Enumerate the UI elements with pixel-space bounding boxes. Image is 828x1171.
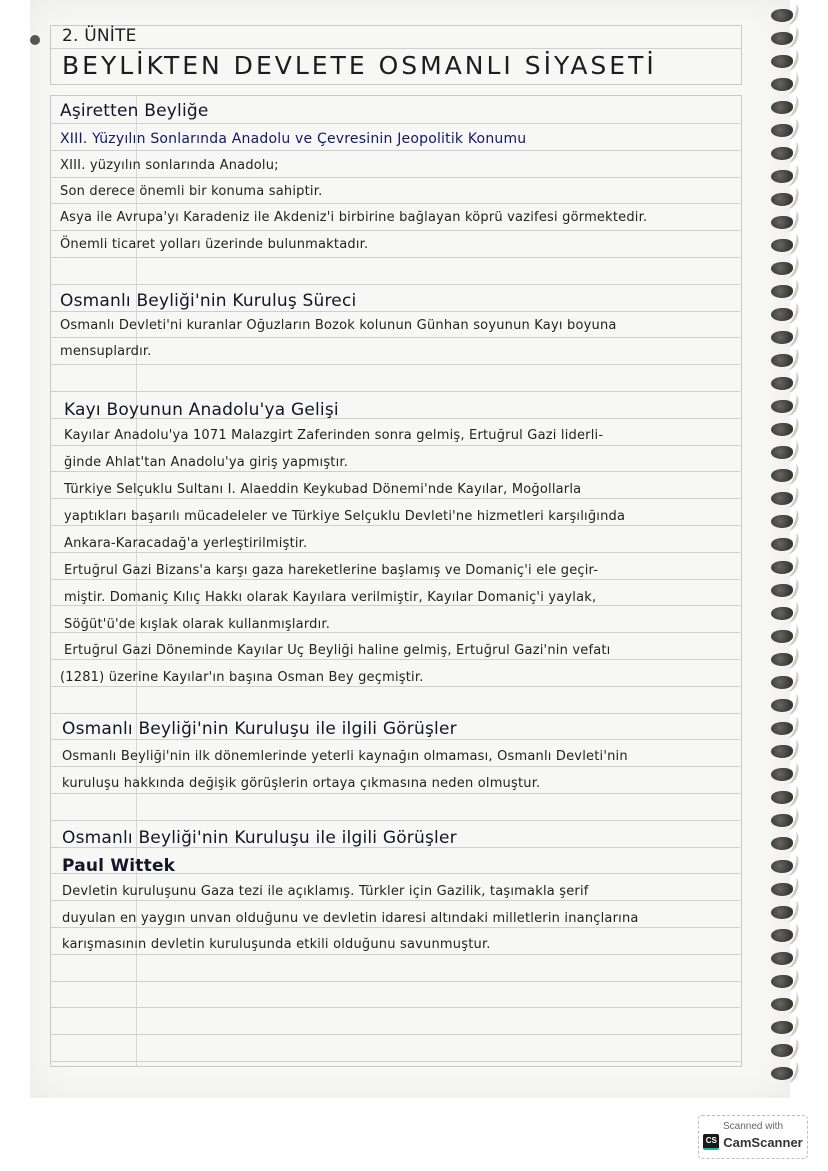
spiral-ring-icon bbox=[771, 216, 793, 229]
ruled-line bbox=[50, 177, 740, 178]
text-line: Söğüt'ü'de kışlak olarak kullanmışlardır. bbox=[64, 617, 331, 632]
ruled-line bbox=[50, 605, 740, 606]
spiral-ring-icon bbox=[771, 538, 793, 551]
ruled-line bbox=[50, 337, 740, 338]
ruled-line bbox=[50, 820, 740, 821]
ruled-line bbox=[50, 793, 740, 794]
author-name: Paul Wittek bbox=[62, 856, 176, 876]
text-line: Ankara-Karacadağ'a yerleştirilmiştir. bbox=[64, 536, 308, 551]
text-line: XIII. yüzyılın sonlarında Anadolu; bbox=[60, 158, 279, 173]
text-line: Önemli ticaret yolları üzerinde bulunmaktadır. bbox=[60, 237, 369, 252]
spiral-ring-icon bbox=[771, 262, 793, 275]
camscanner-watermark bbox=[698, 1115, 808, 1159]
text-line: Devletin kuruluşunu Gaza tezi ile açıklamış. Türkler için Gazilik, taşımakla şerif bbox=[62, 884, 589, 899]
spiral-ring-icon bbox=[771, 32, 793, 45]
ruled-line bbox=[50, 230, 740, 231]
text-line: Ertuğrul Gazi Döneminde Kayılar Uç Beyliği haline gelmiş, Ertuğrul Gazi'nin vefatı bbox=[64, 643, 611, 658]
spiral-binding bbox=[765, 4, 805, 1098]
spiral-ring-icon bbox=[771, 1021, 793, 1034]
ruled-line bbox=[50, 364, 740, 365]
watermark-brand: CamScanner bbox=[723, 1134, 803, 1150]
ruled-line bbox=[50, 525, 740, 526]
spiral-ring-icon bbox=[771, 423, 793, 436]
spiral-ring-icon bbox=[771, 1067, 793, 1080]
spiral-ring-icon bbox=[771, 515, 793, 528]
text-line: Türkiye Selçuklu Sultanı I. Alaeddin Keykubad Dönemi'nde Kayılar, Moğollarla bbox=[64, 482, 582, 497]
text-line: yaptıkları başarılı mücadeleler ve Türkiye Selçuklu Devleti'ne hizmetleri karşılığında bbox=[64, 509, 626, 524]
spiral-ring-icon bbox=[771, 124, 793, 137]
spiral-ring-icon bbox=[771, 101, 793, 114]
text-line: karışmasının devletin kuruluşunda etkili olduğunu savunmuştur. bbox=[62, 937, 491, 952]
spiral-ring-icon bbox=[771, 1044, 793, 1057]
spiral-ring-icon bbox=[771, 469, 793, 482]
ruled-line bbox=[50, 311, 740, 312]
ruled-line bbox=[50, 203, 740, 204]
spiral-ring-icon bbox=[771, 607, 793, 620]
spiral-ring-icon bbox=[771, 55, 793, 68]
spiral-ring-icon bbox=[771, 653, 793, 666]
ruled-line bbox=[50, 659, 740, 660]
section-heading: Osmanlı Beyliği'nin Kuruluşu ile ilgili Görüşler bbox=[62, 828, 457, 848]
spiral-ring-icon bbox=[771, 331, 793, 344]
spiral-ring-icon bbox=[771, 860, 793, 873]
spiral-ring-icon bbox=[771, 722, 793, 735]
ruled-line bbox=[50, 981, 740, 982]
ruled-line bbox=[50, 766, 740, 767]
spiral-ring-icon bbox=[771, 308, 793, 321]
spiral-ring-icon bbox=[771, 929, 793, 942]
unit-label: 2. ÜNİTE bbox=[62, 26, 137, 46]
spiral-ring-icon bbox=[771, 170, 793, 183]
spiral-ring-icon bbox=[771, 9, 793, 22]
spiral-ring-icon bbox=[771, 147, 793, 160]
spiral-ring-icon bbox=[771, 906, 793, 919]
spiral-ring-icon bbox=[771, 998, 793, 1011]
text-line: Osmanlı Beyliği'nin ilk dönemlerinde yeterli kaynağın olmaması, Osmanlı Devleti'nin bbox=[62, 749, 628, 764]
ruled-line bbox=[50, 284, 740, 285]
text-line: Son derece önemli bir konuma sahiptir. bbox=[60, 184, 323, 199]
ruled-line bbox=[50, 1061, 740, 1062]
ruled-line bbox=[50, 1034, 740, 1035]
page-title: BEYLİKTEN DEVLETE OSMANLI SİYASETİ bbox=[62, 51, 657, 80]
ruled-line bbox=[50, 713, 740, 714]
text-line: ğinde Ahlat'tan Anadolu'ya giriş yapmıştır. bbox=[64, 455, 349, 470]
spiral-ring-icon bbox=[771, 78, 793, 91]
spiral-ring-icon bbox=[771, 285, 793, 298]
spiral-ring-icon bbox=[771, 400, 793, 413]
spiral-ring-icon bbox=[771, 354, 793, 367]
ruled-line bbox=[50, 632, 740, 633]
section-subheading: XIII. Yüzyılın Sonlarında Anadolu ve Çevresinin Jeopolitik Konumu bbox=[60, 131, 527, 147]
spiral-ring-icon bbox=[771, 883, 793, 896]
spiral-ring-icon bbox=[771, 791, 793, 804]
ruled-line bbox=[50, 927, 740, 928]
watermark-text: Scanned with bbox=[722, 1121, 784, 1132]
section-heading: Aşiretten Beyliğe bbox=[60, 101, 209, 121]
ruled-line bbox=[50, 391, 740, 392]
ruled-line bbox=[50, 150, 740, 151]
text-line: kuruluşu hakkında değişik görüşlerin ortaya çıkmasına neden olmuştur. bbox=[62, 776, 541, 791]
ruled-line bbox=[50, 900, 740, 901]
spiral-ring-icon bbox=[771, 814, 793, 827]
text-line: miştir. Domaniç Kılıç Hakkı olarak Kayılara verilmiştir, Kayılar Domaniç'i yaylak, bbox=[64, 590, 597, 605]
camscanner-logo-icon: CS bbox=[703, 1134, 719, 1150]
spiral-ring-icon bbox=[771, 492, 793, 505]
section-heading: Kayı Boyunun Anadolu'ya Gelişi bbox=[64, 400, 339, 420]
ruled-line bbox=[50, 552, 740, 553]
bullet-dot-icon bbox=[30, 35, 40, 45]
spiral-ring-icon bbox=[771, 745, 793, 758]
spiral-ring-icon bbox=[771, 837, 793, 850]
section-heading: Osmanlı Beyliği'nin Kuruluşu ile ilgili Görüşler bbox=[62, 719, 457, 739]
text-line: Ertuğrul Gazi Bizans'a karşı gaza hareketlerine başlamış ve Domaniç'i ele geçir- bbox=[64, 563, 599, 578]
spiral-ring-icon bbox=[771, 699, 793, 712]
spiral-ring-icon bbox=[771, 446, 793, 459]
spiral-ring-icon bbox=[771, 952, 793, 965]
ruled-line bbox=[50, 686, 740, 687]
ruled-line bbox=[50, 445, 740, 446]
text-line: Osmanlı Devleti'ni kuranlar Oğuzların Bozok kolunun Günhan soyunun Kayı boyuna bbox=[60, 318, 617, 333]
text-line: (1281) üzerine Kayılar'ın başına Osman Bey geçmiştir. bbox=[60, 670, 424, 685]
spiral-ring-icon bbox=[771, 377, 793, 390]
spiral-ring-icon bbox=[771, 193, 793, 206]
section-heading: Osmanlı Beyliği'nin Kuruluş Süreci bbox=[60, 291, 357, 311]
text-line: Asya ile Avrupa'yı Karadeniz ile Akdeniz'i birbirine bağlayan köprü vazifesi görmektedir. bbox=[60, 210, 648, 225]
ruled-line bbox=[50, 471, 740, 472]
ruled-line bbox=[50, 954, 740, 955]
spiral-ring-icon bbox=[771, 584, 793, 597]
text-line: Kayılar Anadolu'ya 1071 Malazgirt Zaferinden sonra gelmiş, Ertuğrul Gazi liderli- bbox=[64, 428, 604, 443]
spiral-ring-icon bbox=[771, 630, 793, 643]
spiral-ring-icon bbox=[771, 768, 793, 781]
ruled-line bbox=[50, 498, 740, 499]
text-line: duyulan en yaygın unvan olduğunu ve devletin idaresi altındaki milletlerin inançlarına bbox=[62, 911, 639, 926]
spiral-ring-icon bbox=[771, 975, 793, 988]
spiral-ring-icon bbox=[771, 239, 793, 252]
text-line: mensuplardır. bbox=[60, 344, 152, 359]
ruled-line bbox=[50, 257, 740, 258]
ruled-line bbox=[50, 579, 740, 580]
ruled-line bbox=[50, 123, 740, 124]
ruled-line bbox=[50, 739, 740, 740]
ruled-line bbox=[50, 1007, 740, 1008]
spiral-ring-icon bbox=[771, 561, 793, 574]
spiral-ring-icon bbox=[771, 676, 793, 689]
